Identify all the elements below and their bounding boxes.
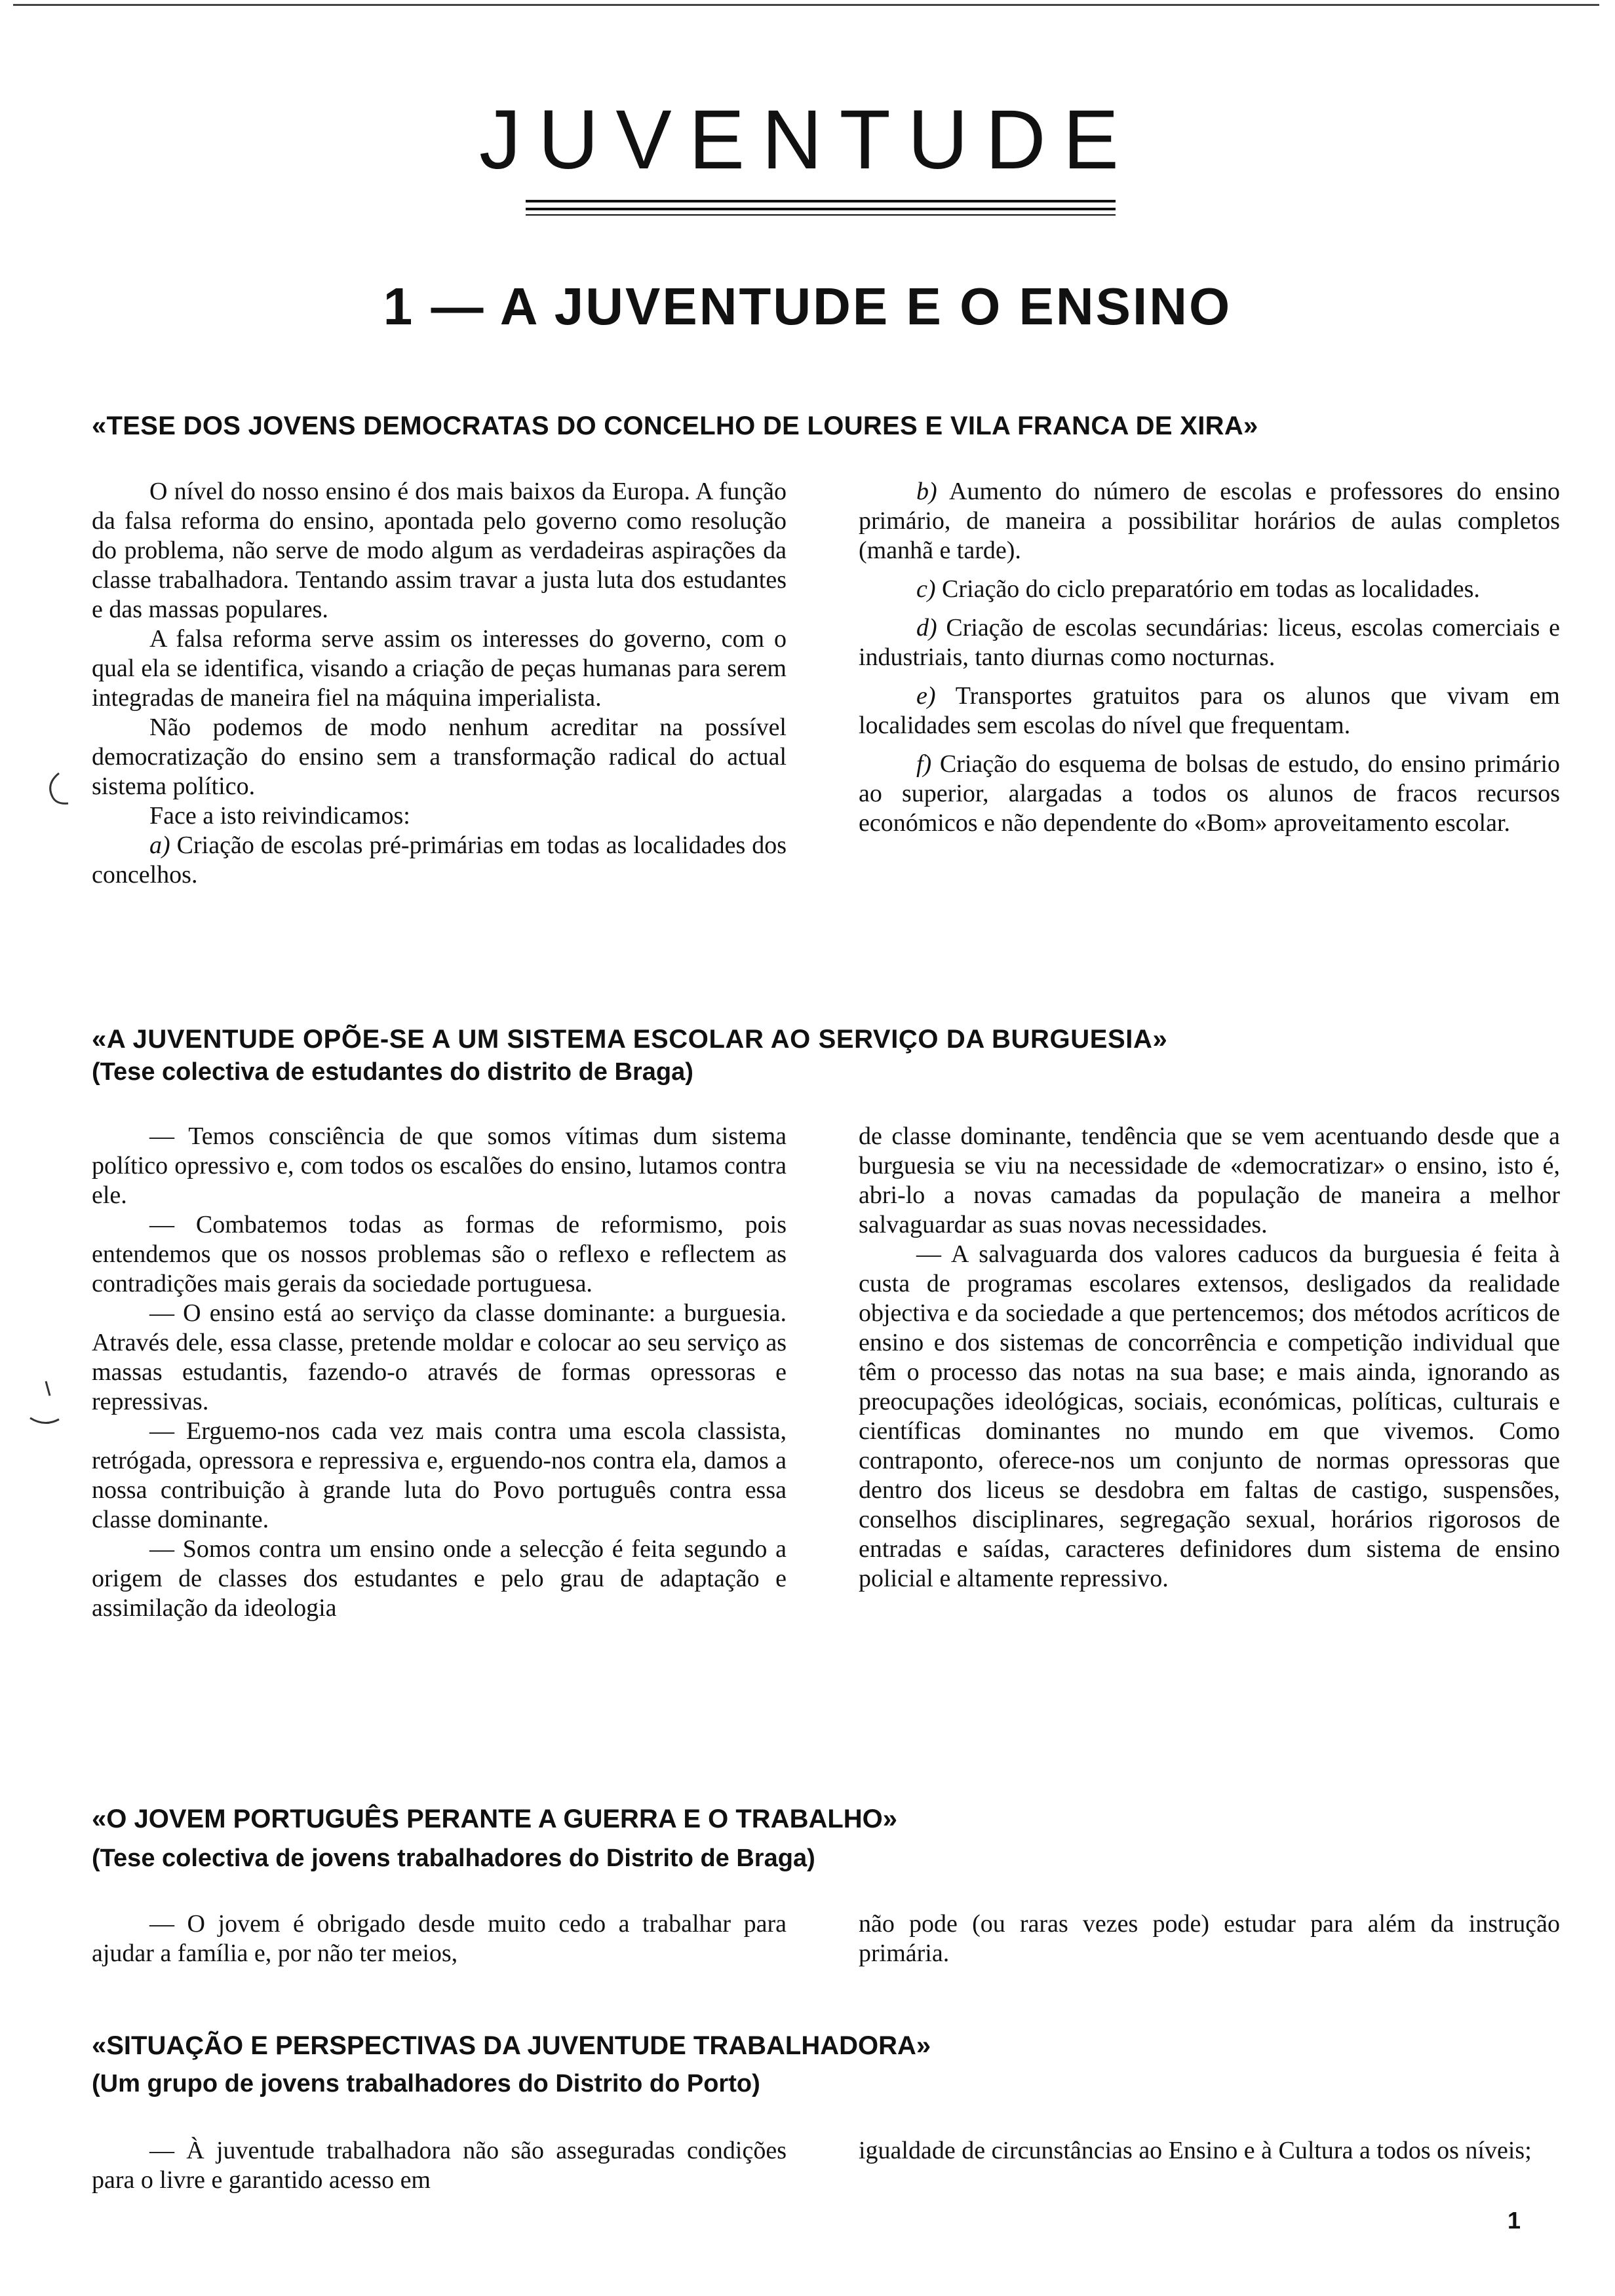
s1-item-b bbox=[859, 477, 1560, 565]
s1-item-a bbox=[92, 831, 787, 890]
s3-left-column bbox=[92, 1909, 787, 1968]
s2-heading: «A JUVENTUDE OPÕE-SE A UM SISTEMA ESCOLAR AO SERVIÇO DA BURGUESIA» bbox=[92, 1025, 1168, 1054]
title-underline-2 bbox=[526, 208, 1116, 210]
s4-right-paragraph: igualdade de circunstâncias ao Ensino e à Cultura a todos os níveis; bbox=[859, 2137, 1532, 2164]
s2-left-paragraph: — Combatemos todas as formas de reformismo, pois entendemos que os nossos problemas são o reflexo e reflectem as contradições mais gerais da sociedade portuguesa. bbox=[92, 1211, 787, 1297]
s2-left-paragraph: — Temos consciência de que somos vítimas dum sistema político opressivo e, com todos os escalões do ensino, lutamos contra ele. bbox=[92, 1122, 787, 1209]
s2-right-paragraph: de classe dominante, tendência que se vem acentuando desde que a burguesia se viu na necessidade de «democratizar» o ensino, isto é, abri-lo a novas camadas da população de maneira a melhor salvaguardar as suas novas necessidades. bbox=[859, 1122, 1560, 1238]
s4-left-paragraph: — À juventude trabalhadora não são asseguradas condições para o livre e garantido acesso em bbox=[92, 2137, 787, 2194]
s1-heading: «TESE DOS JOVENS DEMOCRATAS DO CONCELHO DE LOURES E VILA FRANCA DE XIRA» bbox=[92, 411, 1258, 440]
s1-left-paragraph: O nível do nosso ensino é dos mais baixos da Europa. A função da falsa reforma do ensino, apontada pelo governo como resolução do problema, não serve de modo algum as verdadeiras aspirações da classe trabalhadora. Tentando assim travar a justa luta dos estudantes e das massas populares. bbox=[92, 478, 787, 623]
s1-item-text: Criação de escolas secundárias: liceus, escolas comerciais e industriais, tanto diurnas como nocturnas. bbox=[859, 614, 1560, 671]
s1-item-a-text: Criação de escolas pré-primárias em todas as localidades dos concelhos. bbox=[92, 832, 787, 889]
top-edge-rule bbox=[13, 4, 1599, 6]
page-title: JUVENTUDE bbox=[478, 93, 1137, 187]
s1-item-text: Transportes gratuitos para os alunos que vivam em localidades sem escolas do nível que frequentam. bbox=[859, 682, 1560, 739]
s2-right-column bbox=[859, 1122, 1560, 1594]
s4-left-column bbox=[92, 2136, 787, 2195]
s1-item-f bbox=[859, 750, 1560, 838]
s3-heading: «O JOVEM PORTUGUÊS PERANTE A GUERRA E O TRABALHO» bbox=[92, 1805, 898, 1833]
title-underline-3 bbox=[526, 214, 1116, 216]
s1-left-paragraph: A falsa reforma serve assim os interesses do governo, com o qual ela se identifica, visando a criação de peças humanas para serem integradas de maneira fiel na máquina imperialista. bbox=[92, 625, 787, 712]
s4-heading: «SITUAÇÃO E PERSPECTIVAS DA JUVENTUDE TRABALHADORA» bbox=[92, 2031, 931, 2060]
s2-subheading: (Tese colectiva de estudantes do distrito de Braga) bbox=[92, 1058, 693, 1086]
s3-right-paragraph: não pode (ou raras vezes pode) estudar para além da instrução primária. bbox=[859, 1910, 1560, 1967]
s2-left-paragraph: — Erguemo-nos cada vez mais contra uma escola classista, retrógada, opressora e repressiva e, erguendo-nos contra ela, damos a nossa contribuição à grande luta do Povo português contra essa classe dominante. bbox=[92, 1417, 787, 1533]
margin-mark-2 bbox=[26, 1379, 66, 1431]
s4-right-column bbox=[859, 2136, 1560, 2166]
s4-subheading: (Um grupo de jovens trabalhadores do Distrito do Porto) bbox=[92, 2070, 760, 2097]
s1-item-label: d) bbox=[916, 614, 937, 641]
s1-left-paragraph: Não podemos de modo nenhum acreditar na possível democratização do ensino sem a transformação radical do actual sistema político. bbox=[92, 714, 787, 800]
s1-item-c bbox=[859, 575, 1560, 604]
s1-item-text: Aumento do número de escolas e professores do ensino primário, de maneira a possibilitar horários de aulas completos (manhã e tarde). bbox=[859, 478, 1560, 564]
s1-item-label: c) bbox=[916, 575, 936, 603]
s1-right-column bbox=[859, 477, 1560, 838]
title-underline-1 bbox=[526, 200, 1116, 202]
s2-left-paragraph: — O ensino está ao serviço da classe dominante: a burguesia. Através dele, essa classe, pretende moldar e colocar ao seu serviço as massas estudantis, fazendo-o através de formas opressoras e repressivas. bbox=[92, 1299, 787, 1415]
margin-mark-1 bbox=[39, 771, 72, 810]
s1-item-label: b) bbox=[916, 478, 937, 505]
s1-item-label: e) bbox=[916, 682, 936, 710]
s3-subheading: (Tese colectiva de jovens trabalhadores do Distrito de Braga) bbox=[92, 1845, 815, 1872]
s3-left-paragraph: — O jovem é obrigado desde muito cedo a trabalhar para ajudar a família e, por não ter meios, bbox=[92, 1910, 787, 1967]
page-number: 1 bbox=[1508, 2207, 1521, 2234]
s1-item-a-label: a) bbox=[149, 832, 170, 859]
s1-item-text: Criação do ciclo preparatório em todas as localidades. bbox=[942, 575, 1480, 603]
s2-left-column bbox=[92, 1122, 787, 1623]
s1-item-e bbox=[859, 681, 1560, 740]
s1-item-d bbox=[859, 613, 1560, 672]
s1-left-paragraph: Face a isto reivindicamos: bbox=[149, 802, 410, 830]
s2-left-paragraph: — Somos contra um ensino onde a selecção é feita segundo a origem de classes dos estudantes e pelo grau de adaptação e assimilação da ideologia bbox=[92, 1535, 787, 1622]
section-title: 1 — A JUVENTUDE E O ENSINO bbox=[383, 277, 1232, 335]
s1-item-label: f) bbox=[916, 750, 932, 778]
s2-right-paragraph: — A salvaguarda dos valores caducos da burguesia é feita à custa de programas escolares extensos, desligados da realidade objectiva e da sociedade a que pertencemos; dos métodos acríticos de ensino e dos sistemas de concorrência e competição individual que têm o processo das notas na sua base; e mais ainda, ignorando as preocupações ideológicas, sociais, económicas, políticas, culturais e científicas dominantes no mundo em que vivemos. Como contraponto, oferece-nos um conjunto de normas opressoras que dentro dos liceus se desdobra em faltas de castigo, suspensões, conselhos disciplinares, segregação sexual, horários rigorosos de entradas e saídas, caracteres definidores dum sistema de ensino policial e altamente repressivo. bbox=[859, 1240, 1560, 1592]
s1-item-text: Criação do esquema de bolsas de estudo, do ensino primário ao superior, alargadas a todos os alunos de fracos recursos económicos e não dependente do «Bom» aproveitamento escolar. bbox=[859, 750, 1561, 837]
s3-right-column bbox=[859, 1909, 1560, 1968]
s1-left-column bbox=[92, 477, 787, 890]
